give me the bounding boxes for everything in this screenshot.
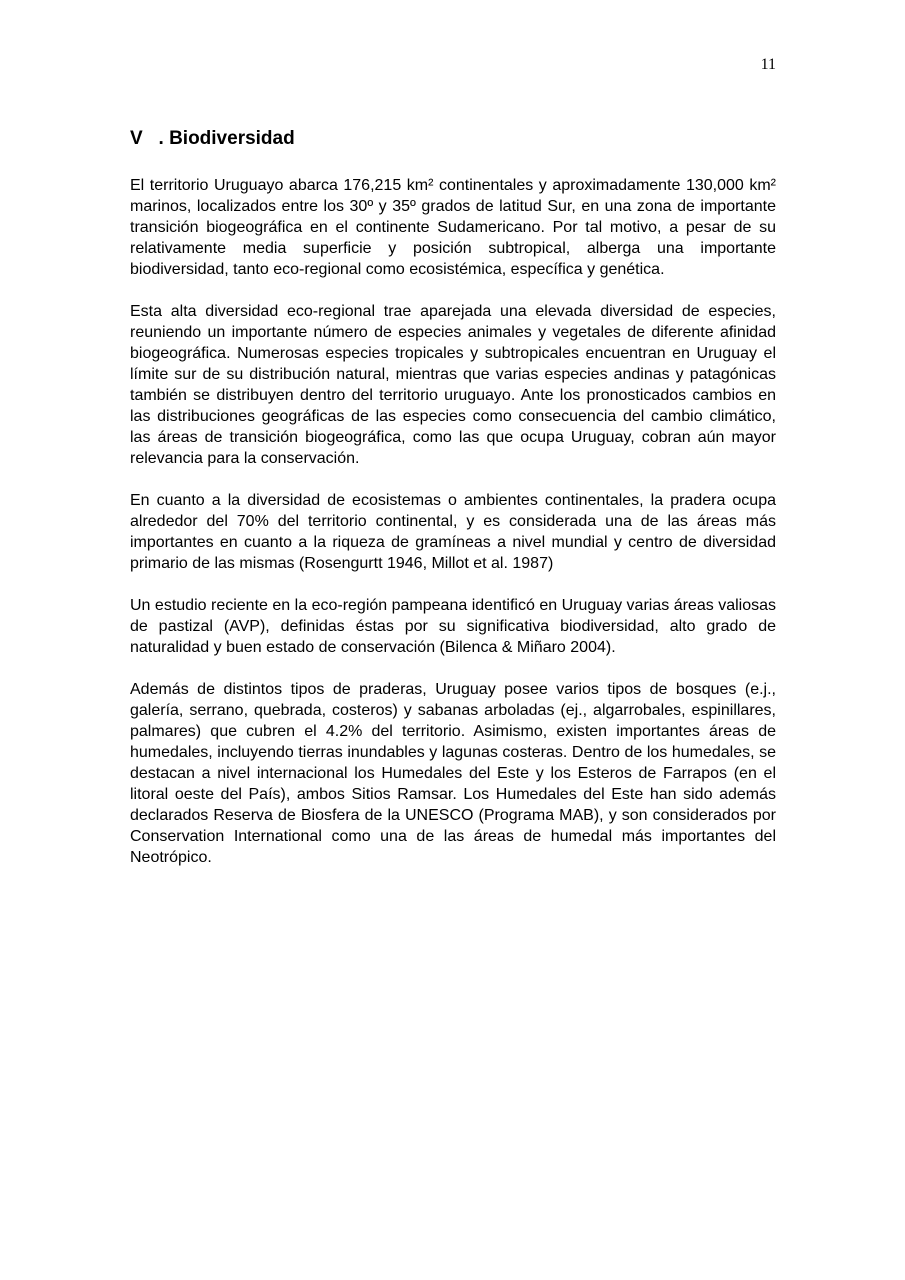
page-body [130, 127, 785, 889]
paragraph-species-diversity: Esta alta diversidad eco-regional trae aparejada una elevada diversidad de especies, reuniendo un importante número de especies animales y vegetales de diferente afinidad biogeográfica. Numerosas especies tropicales y subtropicales encuentran en Uruguay el límite sur de su distribución natural, mientras que varias especies andinas y patagónicas también se distribuyen dentro del territorio uruguayo. Ante los pronosticados cambios en las distribuciones geográficas de las especies como consecuencia del cambio climático, las áreas de transición biogeográfica, como las que ocupa Uruguay, cobran aún mayor relevancia para la conservación. [130, 303, 785, 467]
paragraph-ecosystems: En cuanto a la diversidad de ecosistemas o ambientes continentales, la pradera ocupa alrededor del 70% del territorio continental, y es considerada una de las áreas más importantes en cuanto a la riqueza de gramíneas a nivel mundial y centro de diversidad primario de las mismas (Rosengurtt 1946, Millot et al. 1987) [130, 492, 781, 572]
paragraph-forests-wetlands: Además de distintos tipos de praderas, Uruguay posee varios tipos de bosques (e.j., galería, serrano, quebrada, costeros) y sabanas arboladas (ej., algarrobales, espinillares, palmares) que cubren el 4.2% del territorio. Asimismo, existen importantes áreas de humedales, incluyendo tierras inundables y lagunas costeras. Dentro de los humedales, se destacan a nivel internacional los Humedales del Este y los Esteros de Farrapos (en el litoral oeste del País), ambos Sitios Ramsar. Los Humedales del Este han sido además declarados Reserva de Biosfera de la UNESCO (Programa MAB), y son considerados por Conservation International como una de las áreas de humedal más importantes del Neotrópico. [130, 681, 781, 866]
paragraph-territory: El territorio Uruguayo abarca 176,215 km² continentales y aproximadamente 130,000 km² marinos, localizados entre los 30º y 35º grados de latitud Sur, en una zona de importante transición biogeográfica en el continente Sudamericano. Por tal motivo, a pesar de su relativamente media superficie y posición subtropical, alberga una importante biodiversidad, tanto eco-regional como ecosistémica, específica y genética. [130, 177, 781, 278]
section-heading: V . Biodiversidad [130, 128, 295, 149]
page-number: 11 [760, 56, 776, 73]
paragraph-grassland-study: Un estudio reciente en la eco-región pampeana identificó en Uruguay varias áreas valiosas de pastizal (AVP), definidas éstas por su significativa biodiversidad, alto grado de naturalidad y buen estado de conservación (Bilenca & Miñaro 2004). [130, 597, 781, 656]
